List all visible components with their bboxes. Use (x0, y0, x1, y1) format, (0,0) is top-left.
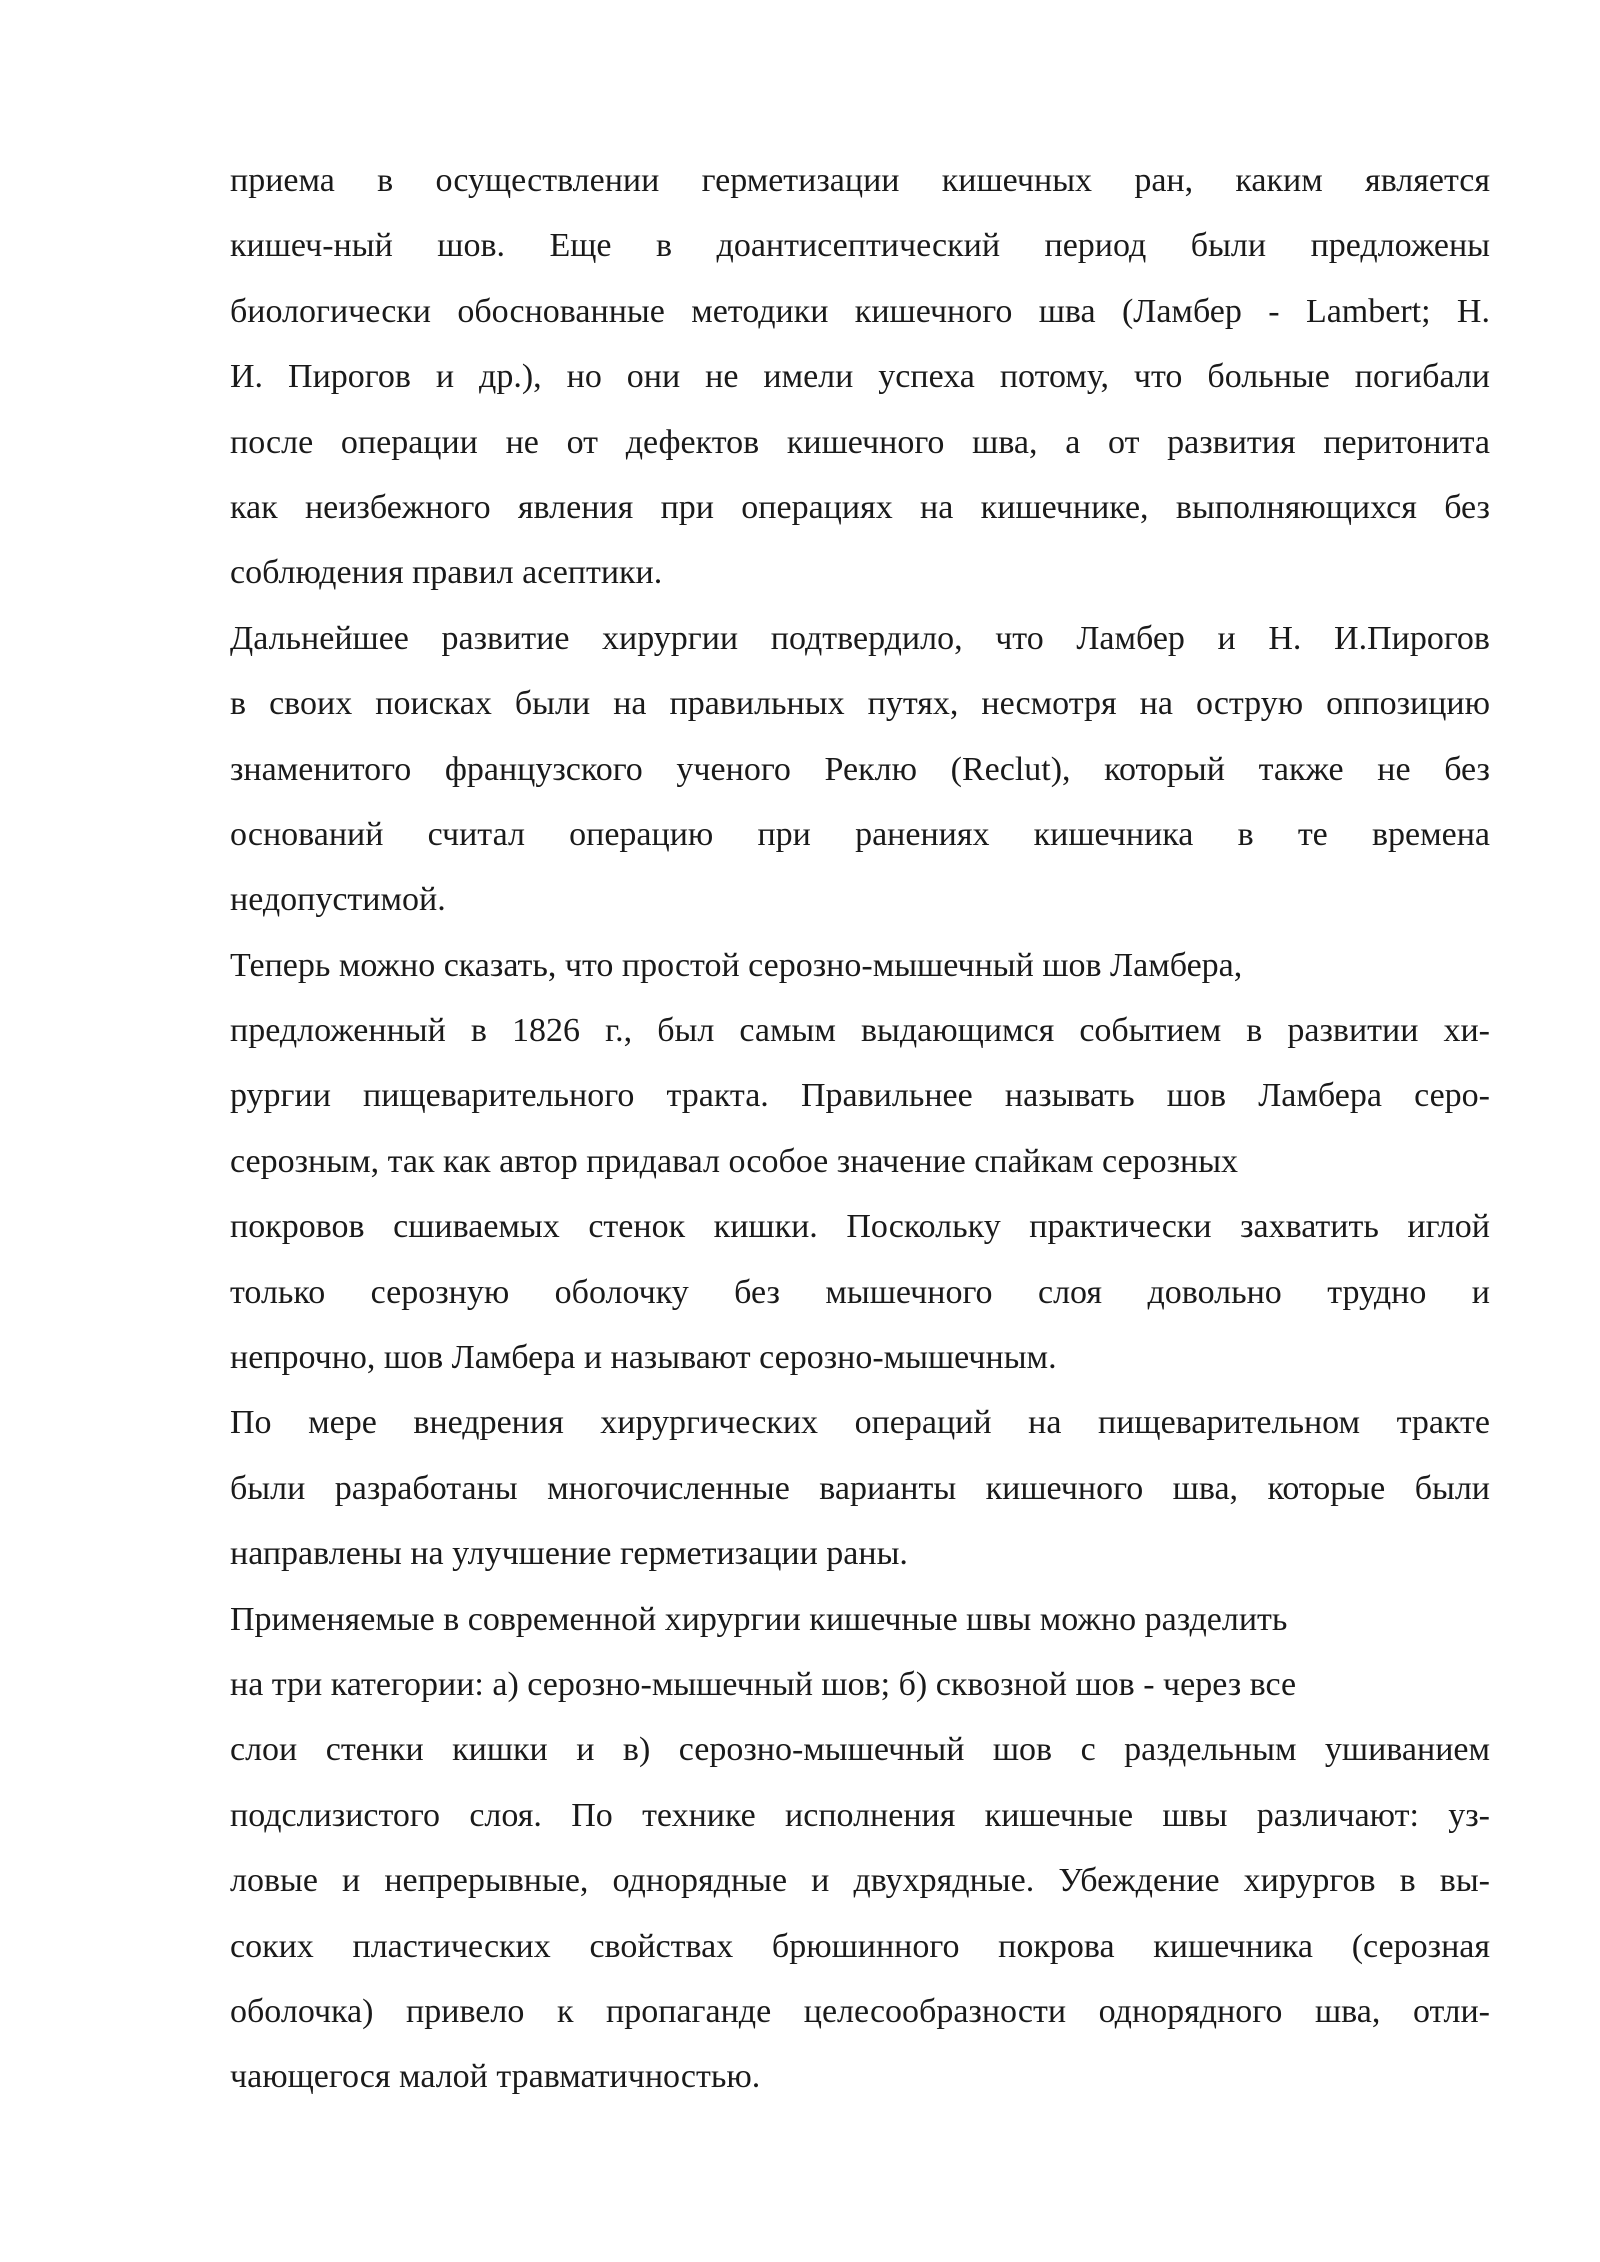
text-line: серозным, так как автор придавал особое значение спайкам серозных (230, 1142, 1239, 1180)
body-text (230, 148, 1490, 2110)
text-line: были разработаны многочисленные варианты кишечного шва, которые были (230, 1469, 1490, 1507)
text-line: непрочно, шов Ламбера и называют серозно-мышечным. (230, 1339, 1057, 1377)
text-line: И. Пирогов и др.), но они не имели успеха потому, что больные погибали (230, 358, 1490, 396)
text-line: Дальнейшее развитие хирургии подтвердило, что Ламбер и Н. И.Пирогов (230, 619, 1490, 657)
text-line: оболочка) привело к пропаганде целесообразности однорядного шва, отли- (230, 1992, 1490, 2030)
text-line: как неизбежного явления при операциях на кишечнике, выполняющихся без (230, 488, 1490, 526)
text-line: направлены на улучшение герметизации раны. (230, 1535, 908, 1573)
text-line: знаменитого французского ученого Реклю (Reclut), который также не без (230, 750, 1490, 788)
text-line: чающегося малой травматичностью. (230, 2058, 761, 2096)
text-line: приема в осуществлении герметизации кишечных ран, каким является (230, 162, 1490, 199)
text-line: предложенный в 1826 г., был самым выдающимся событием в развитии хи- (230, 1012, 1490, 1050)
text-line: оснований считал операцию при ранениях кишечника в те времена (230, 815, 1490, 853)
text-line: слои стенки кишки и в) серозно-мышечный шов с раздельным ушиванием (230, 1731, 1490, 1769)
text-line: рургии пищеварительного тракта. Правильнее называть шов Ламбера серо- (230, 1077, 1490, 1115)
text-line: на три категории: а) серозно-мышечный шов; б) сквозной шов - через все (230, 1665, 1297, 1703)
text-line: Теперь можно сказать, что простой серозно-мышечный шов Ламбера, (230, 946, 1243, 984)
text-line: покровов сшиваемых стенок кишки. Поскольку практически захватить иглой (230, 1208, 1490, 1246)
text-line: Применяемые в современной хирургии кишечные швы можно разделить (230, 1600, 1288, 1638)
text-line: недопустимой. (230, 881, 446, 919)
text-line: По мере внедрения хирургических операций на пищеварительном тракте (230, 1404, 1490, 1442)
text-line: биологически обоснованные методики кишечного шва (Ламбер - Lambert; Н. (230, 292, 1490, 330)
text-line: после операции не от дефектов кишечного шва, а от развития перитонита (230, 423, 1490, 461)
text-line: соблюдения правил асептики. (230, 554, 663, 592)
text-line: ловые и непрерывные, однорядные и двухрядные. Убеждение хирургов в вы- (230, 1862, 1490, 1900)
text-line: только серозную оболочку без мышечного слоя довольно трудно и (230, 1273, 1490, 1311)
text-line: в своих поисках были на правильных путях, несмотря на острую оппозицию (230, 685, 1490, 723)
text-line: кишеч-ный шов. Еще в доантисептический период были предложены (230, 227, 1490, 265)
text-line: подслизистого слоя. По технике исполнения кишечные швы различают: уз- (230, 1796, 1490, 1834)
text-line: соких пластических свойствах брюшинного покрова кишечника (серозная (230, 1927, 1490, 1965)
